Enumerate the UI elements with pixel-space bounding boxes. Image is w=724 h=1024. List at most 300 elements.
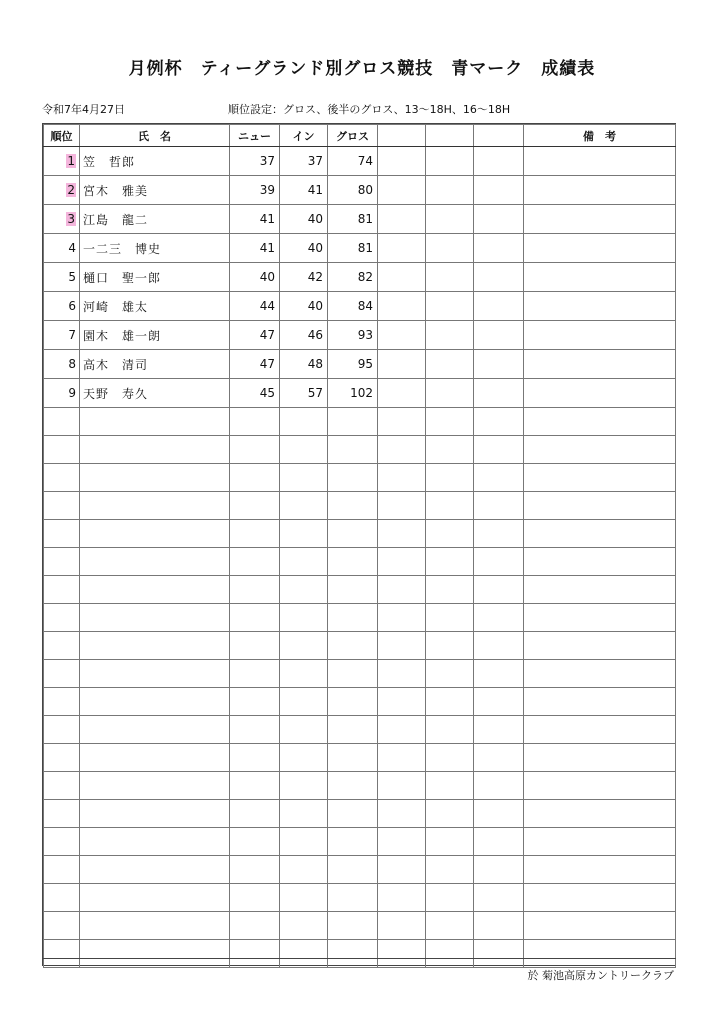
empty-cell: [80, 660, 230, 688]
out-score: 47: [230, 350, 280, 379]
rank-value: 7: [68, 328, 76, 342]
empty-cell: [44, 576, 80, 604]
remarks-cell: [524, 205, 676, 234]
empty-cell: [280, 576, 328, 604]
empty-cell: [524, 912, 676, 940]
blank-cell: [474, 263, 524, 292]
empty-cell: [280, 856, 328, 884]
empty-cell: [328, 772, 378, 800]
rank-cell: [44, 292, 80, 321]
empty-cell: [230, 408, 280, 436]
footer-divider: [42, 958, 676, 959]
blank-cell: [474, 234, 524, 263]
empty-cell: [328, 492, 378, 520]
empty-cell: [378, 744, 426, 772]
empty-cell: [230, 576, 280, 604]
rank-value: 1: [67, 154, 75, 168]
empty-cell: [280, 716, 328, 744]
empty-cell: [328, 940, 378, 968]
empty-cell: [230, 548, 280, 576]
empty-cell: [230, 632, 280, 660]
gross-score: 84: [328, 292, 378, 321]
in-score: 40: [280, 234, 328, 263]
empty-cell: [426, 800, 474, 828]
empty-cell: [524, 604, 676, 632]
empty-cell: [426, 436, 474, 464]
empty-cell: [80, 548, 230, 576]
empty-cell: [426, 772, 474, 800]
table-row: [44, 350, 676, 379]
player-name: 樋口 聖一郎: [80, 263, 230, 292]
empty-table-row: [44, 436, 676, 464]
rank-cell: [44, 379, 80, 408]
empty-cell: [474, 576, 524, 604]
empty-table-row: [44, 688, 676, 716]
col-header-out: ニュー: [230, 125, 280, 147]
empty-cell: [230, 744, 280, 772]
out-score: 37: [230, 147, 280, 176]
results-table: [43, 124, 676, 968]
empty-cell: [328, 828, 378, 856]
blank-cell: [426, 234, 474, 263]
remarks-cell: [524, 263, 676, 292]
empty-table-row: [44, 828, 676, 856]
empty-cell: [80, 856, 230, 884]
in-score: 40: [280, 205, 328, 234]
empty-cell: [524, 800, 676, 828]
empty-cell: [230, 800, 280, 828]
remarks-cell: [524, 292, 676, 321]
rank-cell: [44, 176, 80, 205]
empty-cell: [230, 520, 280, 548]
empty-cell: [426, 604, 474, 632]
empty-cell: [426, 632, 474, 660]
empty-cell: [328, 716, 378, 744]
empty-cell: [426, 548, 474, 576]
blank-cell: [378, 205, 426, 234]
empty-cell: [378, 912, 426, 940]
empty-cell: [328, 604, 378, 632]
empty-cell: [328, 632, 378, 660]
empty-cell: [524, 408, 676, 436]
empty-cell: [230, 772, 280, 800]
table-row: [44, 176, 676, 205]
blank-cell: [378, 292, 426, 321]
empty-cell: [44, 632, 80, 660]
table-row: [44, 292, 676, 321]
empty-cell: [44, 492, 80, 520]
rank-value: 9: [68, 386, 76, 400]
blank-cell: [378, 147, 426, 176]
col-header-in: イン: [280, 125, 328, 147]
empty-cell: [474, 632, 524, 660]
empty-cell: [524, 940, 676, 968]
table-row: [44, 205, 676, 234]
empty-cell: [524, 660, 676, 688]
ranking-rule-note: 順位設定：グロス、後半のグロス、13〜18H、16〜18H: [228, 103, 511, 116]
empty-cell: [328, 884, 378, 912]
blank-cell: [474, 321, 524, 350]
empty-table-row: [44, 464, 676, 492]
empty-cell: [80, 772, 230, 800]
empty-cell: [524, 688, 676, 716]
out-score: 45: [230, 379, 280, 408]
empty-table-row: [44, 548, 676, 576]
empty-cell: [378, 548, 426, 576]
gross-score: 81: [328, 234, 378, 263]
empty-cell: [378, 660, 426, 688]
empty-cell: [474, 884, 524, 912]
empty-cell: [328, 548, 378, 576]
blank-cell: [474, 350, 524, 379]
empty-cell: [474, 492, 524, 520]
empty-cell: [80, 940, 230, 968]
gross-score: 81: [328, 205, 378, 234]
empty-cell: [474, 912, 524, 940]
empty-cell: [474, 464, 524, 492]
empty-cell: [474, 744, 524, 772]
gross-score: 82: [328, 263, 378, 292]
empty-cell: [80, 520, 230, 548]
in-score: 37: [280, 147, 328, 176]
empty-cell: [44, 912, 80, 940]
empty-cell: [230, 660, 280, 688]
remarks-cell: [524, 234, 676, 263]
empty-cell: [44, 884, 80, 912]
empty-cell: [280, 688, 328, 716]
empty-cell: [44, 436, 80, 464]
empty-cell: [80, 828, 230, 856]
empty-cell: [378, 632, 426, 660]
empty-cell: [328, 912, 378, 940]
out-score: 41: [230, 234, 280, 263]
gross-score: 80: [328, 176, 378, 205]
empty-table-row: [44, 632, 676, 660]
empty-cell: [524, 632, 676, 660]
remarks-cell: [524, 379, 676, 408]
out-score: 39: [230, 176, 280, 205]
empty-cell: [524, 464, 676, 492]
table-row: [44, 379, 676, 408]
empty-cell: [426, 856, 474, 884]
empty-cell: [378, 576, 426, 604]
blank-cell: [426, 379, 474, 408]
empty-cell: [328, 660, 378, 688]
empty-table-row: [44, 492, 676, 520]
page-title: 月例杯 ティーグランド別グロス競技 青マーク 成績表: [128, 59, 596, 79]
remarks-cell: [524, 321, 676, 350]
player-name: 河崎 雄太: [80, 292, 230, 321]
empty-table-row: [44, 772, 676, 800]
empty-cell: [474, 548, 524, 576]
empty-table-row: [44, 408, 676, 436]
rank-value: 2: [67, 183, 75, 197]
empty-cell: [328, 576, 378, 604]
empty-cell: [280, 604, 328, 632]
out-score: 40: [230, 263, 280, 292]
empty-cell: [378, 884, 426, 912]
empty-cell: [524, 856, 676, 884]
empty-cell: [378, 828, 426, 856]
empty-cell: [44, 828, 80, 856]
empty-cell: [44, 744, 80, 772]
empty-cell: [378, 408, 426, 436]
blank-cell: [426, 176, 474, 205]
empty-cell: [80, 688, 230, 716]
rank-cell: [44, 263, 80, 292]
table-row: [44, 321, 676, 350]
empty-cell: [80, 492, 230, 520]
rank-cell: [44, 205, 80, 234]
empty-cell: [280, 940, 328, 968]
empty-cell: [230, 884, 280, 912]
rank-cell: [44, 350, 80, 379]
empty-cell: [328, 800, 378, 828]
empty-cell: [44, 716, 80, 744]
empty-cell: [44, 772, 80, 800]
empty-cell: [44, 688, 80, 716]
blank-cell: [426, 321, 474, 350]
blank-cell: [378, 234, 426, 263]
empty-cell: [524, 548, 676, 576]
blank-cell: [426, 350, 474, 379]
empty-cell: [230, 436, 280, 464]
empty-cell: [230, 604, 280, 632]
empty-cell: [426, 660, 474, 688]
empty-cell: [280, 492, 328, 520]
empty-cell: [474, 716, 524, 744]
empty-cell: [426, 744, 474, 772]
blank-cell: [426, 292, 474, 321]
empty-cell: [426, 492, 474, 520]
empty-table-row: [44, 604, 676, 632]
empty-cell: [474, 940, 524, 968]
empty-cell: [426, 464, 474, 492]
col-header-gross: グロス: [328, 125, 378, 147]
empty-cell: [280, 800, 328, 828]
empty-cell: [44, 520, 80, 548]
empty-cell: [378, 464, 426, 492]
empty-cell: [44, 548, 80, 576]
blank-cell: [474, 292, 524, 321]
empty-cell: [378, 492, 426, 520]
player-name: 江島 龍二: [80, 205, 230, 234]
out-score: 44: [230, 292, 280, 321]
blank-cell: [378, 176, 426, 205]
empty-cell: [44, 408, 80, 436]
empty-cell: [80, 604, 230, 632]
empty-cell: [80, 408, 230, 436]
player-name: 天野 寿久: [80, 379, 230, 408]
rank-cell: [44, 147, 80, 176]
empty-cell: [80, 912, 230, 940]
table-row: [44, 263, 676, 292]
empty-cell: [474, 800, 524, 828]
empty-cell: [474, 660, 524, 688]
club-name: 於 菊池高原カントリークラブ: [527, 969, 674, 982]
empty-cell: [80, 464, 230, 492]
empty-table-row: [44, 660, 676, 688]
blank-cell: [474, 205, 524, 234]
out-score: 41: [230, 205, 280, 234]
empty-cell: [474, 772, 524, 800]
empty-cell: [474, 436, 524, 464]
empty-cell: [280, 408, 328, 436]
table-row: [44, 234, 676, 263]
empty-cell: [80, 632, 230, 660]
empty-cell: [230, 492, 280, 520]
empty-cell: [524, 828, 676, 856]
empty-cell: [328, 744, 378, 772]
rank-value: 8: [68, 357, 76, 371]
empty-cell: [378, 688, 426, 716]
gross-score: 74: [328, 147, 378, 176]
empty-cell: [44, 660, 80, 688]
gross-score: 93: [328, 321, 378, 350]
blank-cell: [378, 350, 426, 379]
blank-cell: [426, 263, 474, 292]
blank-cell: [474, 379, 524, 408]
empty-cell: [524, 576, 676, 604]
empty-cell: [230, 688, 280, 716]
empty-cell: [378, 604, 426, 632]
empty-cell: [80, 884, 230, 912]
empty-cell: [426, 716, 474, 744]
empty-cell: [426, 884, 474, 912]
empty-cell: [80, 716, 230, 744]
blank-cell: [426, 147, 474, 176]
empty-cell: [44, 856, 80, 884]
player-name: 高木 清司: [80, 350, 230, 379]
empty-cell: [426, 828, 474, 856]
empty-table-row: [44, 912, 676, 940]
remarks-cell: [524, 350, 676, 379]
blank-cell: [378, 379, 426, 408]
player-name: 笠 哲郎: [80, 147, 230, 176]
empty-cell: [328, 408, 378, 436]
empty-cell: [44, 940, 80, 968]
empty-cell: [426, 940, 474, 968]
empty-cell: [230, 856, 280, 884]
empty-cell: [474, 856, 524, 884]
empty-cell: [230, 912, 280, 940]
blank-cell: [474, 147, 524, 176]
rank-value: 4: [68, 241, 76, 255]
table-header-row: [44, 125, 676, 147]
empty-cell: [80, 576, 230, 604]
empty-cell: [378, 940, 426, 968]
empty-cell: [280, 884, 328, 912]
blank-cell: [378, 321, 426, 350]
empty-cell: [328, 520, 378, 548]
empty-cell: [474, 828, 524, 856]
empty-cell: [44, 604, 80, 632]
results-sheet: [42, 123, 676, 966]
in-score: 40: [280, 292, 328, 321]
empty-cell: [280, 464, 328, 492]
empty-cell: [474, 604, 524, 632]
empty-cell: [426, 520, 474, 548]
empty-cell: [524, 884, 676, 912]
empty-cell: [280, 436, 328, 464]
in-score: 57: [280, 379, 328, 408]
empty-cell: [378, 800, 426, 828]
empty-cell: [280, 744, 328, 772]
blank-cell: [378, 263, 426, 292]
empty-cell: [80, 800, 230, 828]
empty-cell: [378, 856, 426, 884]
blank-cell: [474, 176, 524, 205]
empty-cell: [426, 408, 474, 436]
col-header-name: 氏 名: [80, 125, 230, 147]
empty-cell: [524, 772, 676, 800]
empty-cell: [524, 492, 676, 520]
empty-table-row: [44, 856, 676, 884]
in-score: 41: [280, 176, 328, 205]
gross-score: 95: [328, 350, 378, 379]
empty-cell: [328, 464, 378, 492]
empty-cell: [524, 520, 676, 548]
rank-value: 6: [68, 299, 76, 313]
rank-value: 5: [68, 270, 76, 284]
empty-table-row: [44, 716, 676, 744]
empty-cell: [378, 520, 426, 548]
empty-cell: [524, 716, 676, 744]
empty-cell: [426, 688, 474, 716]
in-score: 46: [280, 321, 328, 350]
empty-cell: [426, 912, 474, 940]
empty-cell: [44, 464, 80, 492]
empty-cell: [378, 716, 426, 744]
in-score: 48: [280, 350, 328, 379]
remarks-cell: [524, 176, 676, 205]
out-score: 47: [230, 321, 280, 350]
empty-cell: [474, 408, 524, 436]
empty-cell: [426, 576, 474, 604]
empty-cell: [280, 912, 328, 940]
col-header-rank: 順位: [44, 125, 80, 147]
empty-cell: [280, 772, 328, 800]
empty-cell: [328, 436, 378, 464]
empty-table-row: [44, 576, 676, 604]
empty-cell: [524, 744, 676, 772]
empty-table-row: [44, 800, 676, 828]
empty-cell: [328, 688, 378, 716]
col-header-remarks: 備 考: [524, 125, 676, 147]
empty-cell: [230, 716, 280, 744]
empty-table-row: [44, 884, 676, 912]
empty-cell: [474, 688, 524, 716]
empty-table-row: [44, 940, 676, 968]
empty-cell: [474, 520, 524, 548]
rank-value: 3: [67, 212, 75, 226]
empty-cell: [280, 828, 328, 856]
col-header-blank-3: [474, 125, 524, 147]
in-score: 42: [280, 263, 328, 292]
empty-cell: [230, 828, 280, 856]
empty-cell: [378, 436, 426, 464]
empty-cell: [524, 436, 676, 464]
player-name: 一二三 博史: [80, 234, 230, 263]
player-name: 宮木 雅美: [80, 176, 230, 205]
empty-cell: [80, 436, 230, 464]
empty-cell: [280, 520, 328, 548]
col-header-blank-1: [378, 125, 426, 147]
empty-cell: [378, 772, 426, 800]
empty-table-row: [44, 744, 676, 772]
table-row: [44, 147, 676, 176]
event-date: 令和7年4月27日: [42, 103, 125, 116]
